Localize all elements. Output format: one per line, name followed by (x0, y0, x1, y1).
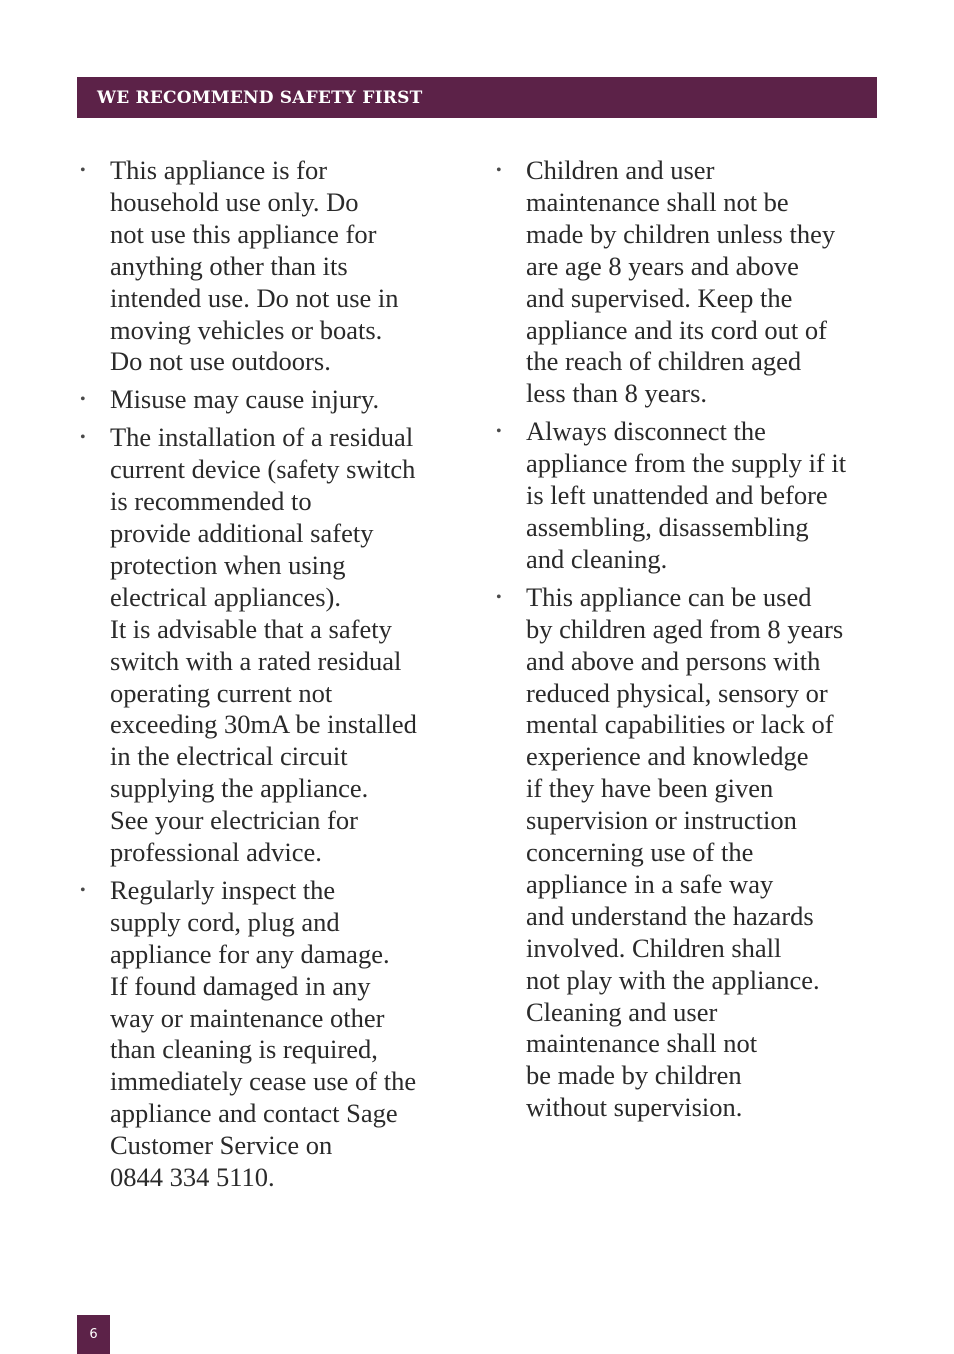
text-line: made by children unless they (526, 218, 836, 249)
text-line: household use only. Do (110, 186, 359, 217)
text-line: and understand the hazards (526, 900, 814, 931)
right-column-bullet-list (494, 155, 880, 1130)
text-line: • Regularly inspect the (110, 874, 336, 905)
text-line: electrical appliances). (110, 581, 341, 612)
text-line: appliance for any damage. (110, 938, 390, 969)
text-line: immediately cease use of the (110, 1066, 417, 1097)
text-line: is left unattended and before (526, 480, 828, 511)
text-line: protection when using (110, 549, 346, 580)
bullet-item-children-maintenance (494, 155, 880, 410)
bullet-item-household-use (78, 155, 468, 378)
text-line: appliance and its cord out of (526, 314, 827, 345)
text-line: by children aged from 8 years (526, 613, 844, 644)
text-line: experience and knowledge (526, 741, 809, 772)
text-line: switch with a rated residual (110, 645, 402, 676)
text-line: be made by children (526, 1060, 742, 1091)
text-line: See your electrician for (110, 805, 358, 836)
text-line: Cleaning and user (526, 996, 718, 1027)
text-line: • Always disconnect the (526, 416, 766, 447)
text-line: maintenance shall not (526, 1028, 758, 1059)
text-line: • This appliance can be used (526, 581, 812, 612)
section-title: WE RECOMMEND SAFETY FIRST (97, 87, 423, 108)
text-line: is recommended to (110, 486, 312, 517)
text-line: without supervision. (526, 1092, 743, 1123)
text-line: concerning use of the (526, 837, 754, 868)
text-line: assembling, disassembling (526, 511, 809, 542)
text-line: • Children and user (526, 155, 715, 185)
text-line: maintenance shall not be (526, 186, 789, 217)
bullet-item-residual-current-device (78, 422, 468, 869)
text-line: current device (safety switch (110, 454, 416, 485)
text-line: • This appliance is for (110, 155, 328, 185)
bullet-item-inspect-cord (78, 875, 468, 1194)
text-line: It is advisable that a safety (110, 613, 392, 644)
bullet-item-disconnect (494, 416, 880, 576)
text-line: supply cord, plug and (110, 906, 340, 937)
left-column-bullet-list (78, 155, 468, 1200)
text-line: moving vehicles or boats. (110, 314, 383, 345)
text-line: the reach of children aged (526, 346, 802, 377)
text-line: • Misuse may cause injury. (110, 384, 380, 415)
text-line: mental capabilities or lack of (526, 709, 834, 740)
text-line: not use this appliance for (110, 218, 377, 249)
text-line: appliance from the supply if it (526, 448, 847, 479)
text-line: way or maintenance other (110, 1002, 385, 1033)
text-line: exceeding 30mA be installed (110, 709, 417, 740)
section-header-banner (77, 77, 877, 118)
text-line: and supervised. Keep the (526, 282, 793, 313)
text-line: not play with the appliance. (526, 964, 820, 995)
text-line: appliance in a safe way (526, 868, 774, 899)
text-line: than cleaning is required, (110, 1034, 378, 1065)
text-line: If found damaged in any (110, 970, 371, 1001)
text-line: appliance and contact Sage (110, 1098, 398, 1129)
text-line: involved. Children shall (526, 932, 782, 963)
page-number-badge (77, 1315, 110, 1354)
text-line: in the electrical circuit (110, 741, 348, 772)
text-line: and cleaning. (526, 543, 668, 574)
text-line: intended use. Do not use in (110, 282, 399, 313)
text-line: provide additional safety (110, 517, 374, 548)
text-line: professional advice. (110, 837, 322, 868)
text-line: are age 8 years and above (526, 250, 799, 281)
text-line: Do not use outdoors. (110, 346, 331, 377)
bullet-item-misuse (78, 384, 468, 416)
page-number: 6 (89, 1327, 98, 1342)
text-line: • The installation of a residual (110, 422, 414, 453)
text-line: operating current not (110, 677, 333, 708)
bullet-item-children-usage (494, 582, 880, 1124)
text-line: supplying the appliance. (110, 773, 369, 804)
text-line: reduced physical, sensory or (526, 677, 828, 708)
text-line: 0844 334 5110. (110, 1162, 275, 1193)
text-line: supervision or instruction (526, 805, 797, 836)
text-line: Customer Service on (110, 1130, 333, 1161)
text-line: anything other than its (110, 250, 348, 281)
text-line: if they have been given (526, 773, 774, 804)
text-line: and above and persons with (526, 645, 821, 676)
text-line: less than 8 years. (526, 378, 708, 409)
